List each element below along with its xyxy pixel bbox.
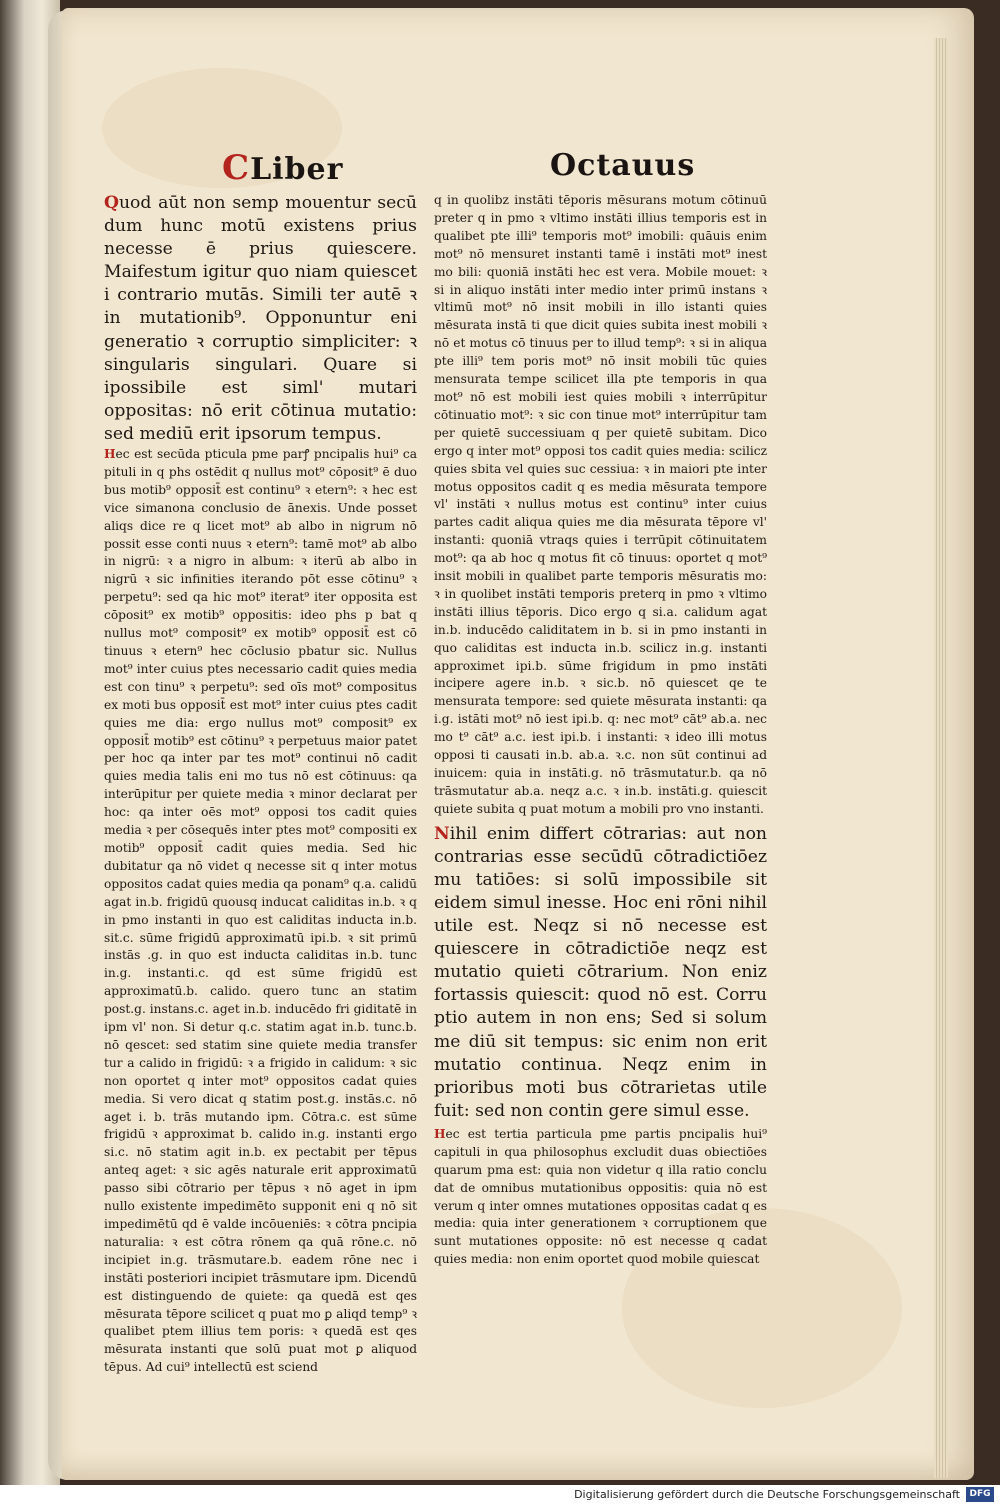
running-head-right: Octauus [550,148,696,183]
dfg-logo: DFG [966,1487,994,1502]
commentary-block: Hec est tertia particula pme partis pncipalis hui⁹ capituli in qua philosophus excludit duas obiectiōes quarum pma est: quia non videtur q illa ratio conclu dat de omnibus mutationibus oppositis: quia nō est verum q inter omnes mutationes oppositas cadat q es media: quia inter generationem ꝛ corruptionem que sunt mutationes opposite: nō est necesse q cadat quies media: non enim oportet quod mobile quiescat [434,1126,767,1267]
commentary-block: q in quolibz instāti tēporis mēsurans motum cōtinuū preter q in pmo ꝛ vltimo instāti illius temporis est in qualibet pte illi⁹ temporis mot⁹ imobili: quāuis enim mot⁹ nō mensuret instanti tamē i instāti mot⁹ inest mo bili: quoniā instāti hec est vera. Mobile mouet: ꝛ si in aliquo instāti inter medio inter primū instans ꝛ vltimū mot⁹ nō insit mobili in illo istanti quies mēsurata instā ti que dicit quies subita inest mobili ꝛ nō et motus cō tinuus per to illud temp⁹: ꝛ si in aliqua pte illi⁹ tem poris mot⁹ nō insit mobili tūc quies mensurata tempe scilicet illa pte temporis in qua mot⁹ nō est mobili iest quies mobili ꝛ interrūpitur cōtinuatio mot⁹: ꝛ sic con tinue mot⁹ interrūpitur tam per quietē successiuam q per quietē subitam. Dico ergo q inter mot⁹ opposi tos cadit quies media: scilicz quies sbita vel quies suc cessiua: ꝛ in maiori pte inter motus oppositos cadit q es media mēsurata tempore vl' instāti ꝛ nullus motus est continu⁹ inter cuius partes cadit aliqua quies me dia mēsurata tēpore vl' instanti: quoniā vtraqs quies i terrūpit cōtinuitatem mot⁹: qa ab hoc q motus fit cō tinuus: oportet q mot⁹ insit mobili in qualibet parte temporis mēsuratis mo: ꝛ in quolibet instāti temporis preterq in pmo ꝛ vltimo instāti illius tēporis. Dico ergo q si.a. calidum agat in.b. inducēdo caliditatem in b. si in pmo instanti in quo caliditas est inducta in.b. scilicz in.g. instanti approximet ipi.b. sūme frigidum in pmo instāti incipere agere in.b. ꝛ sic.b. nō quiescet qe te mensurata tempore: sed quiete mēsurata instanti: qa i.g. istāti mot⁹ nō iest ipi.b. q: nec mot⁹ cāt⁹ ab.a. nec mo t⁹ cāt⁹ a.c. iest ipi.b. i instanti: ꝛ ideo illi motus opposi ti causati in.b. ab.a. ꝛ.c. non sūt continui ad inuicem: quia in instāti.g. nō trāsmutatur.b. qa nō trāsmutatur ab.a. neqz a.c. ꝛ in.b. instāti.g. quiescit quiete subita q puat motum a mobili pro vno instanti. [434,193,767,816]
text-block: Nihil enim differt cōtrarias: aut non contrarias esse secūdū cōtradictiōez mu tatiōes: si solū impossibile sit eidem simul inesse. Hoc eni rōni nihil utile est. Neqz si nō necesse est quiescere in cōtradictiōe neqz est mutatio quieti cōtrarium. Non eniz fortassis quiescit: quod nō est. Corru ptio autem in non ens; Sed si solum me diū sit tempus: sic enim non erit mutatio continua. Neqz enim in prioribus moti bus cōtrarietas utile fuit: sed non contin gere simul esse. [434,823,767,1121]
footer-credit: Digitalisierung gefördert durch die Deutsche Forschungsgemeinschaft [574,1488,960,1501]
left-column [104,192,417,1375]
text-block: Quod aūt non semp mouentur secū dum hunc motū existens prius necesse ē prius quiescere. Maifestum igitur quo niam quiescet i contrario mutās. Simili ter autē ꝛ in mutationib⁹. Opponuntur eni generatio ꝛ corruptio simpliciter: ꝛ singularis singulari. Quare si ipossibile est siml' mutari oppositas: nō erit cōtinua mutatio: sed mediū erit ipsorum tempus. [104,193,417,444]
running-head-left: CLiber [222,148,344,188]
digitization-footer [0,1485,1000,1506]
page-fore-edge [934,38,948,1478]
book-page [62,8,974,1480]
commentary-block: Hec est secūda pticula pme parꝭ pncipalis hui⁹ ca pituli in q phs ostēdit q nullus mot⁹ cōposit⁹ ē duo bus motib⁹ opposit̄ est continu⁹ ꝛ etern⁹: ꝛ hec est vice simanona conclusio de ānexis. Unde posset aliqs dice re q licet mot⁹ ab albo in nigrum nō possit esse conti nuus ꝛ etern⁹: tamē mot⁹ ab albo in nigrū: ꝛ a nigro in album: ꝛ iterū ab albo in nigrū ꝛ sic infinities iterando pōt esse cōtinu⁹ ꝛ perpetu⁹: sed qa hic mot⁹ iterat⁹ iter opposita est cōposit⁹ ex motib⁹ oppositis: ideo phs p bat q nullus mot⁹ composit⁹ ex motib⁹ opposit̄ est cō tinuus ꝛ etern⁹ hec cōclusio pbatur sic. Nullus mot⁹ inter cuius ptes necessario cadit quies media est con tinu⁹ ꝛ perpetu⁹: sed oīs mot⁹ compositus ex moti bus opposit̄ est mot⁹ inter cuius ptes cadit quies me dia: ergo nullus mot⁹ composit⁹ ex opposit̄ motib⁹ est cōtinu⁹ ꝛ perpetuus maior patet per hoc qa inter par tes mot⁹ continui nō cadit quies media talis eni mo tus nō est cōtinuus: qa interūpitur per quiete media ꝛ minor declarat per hoc: qa inter oēs mot⁹ opposi tos cadit quies media ꝛ per cōsequēs inter ptes mot⁹ compositi ex motib⁹ opposit̄ cadit quies media. Sed hic dubitatur qa nō videt q necesse sit q inter motus oppositos cadat quies media qa ponam⁹ q.a. calidū agat in.b. frigidū quousq inducat caliditas in.b. ꝛ q in pmo instanti in quo est caliditas inducta in.b. sit.c. sūme frigidū approximatū ipi.b. ꝛ sit primū instās .g. in quo est inducta caliditas in.b. tunc in.g. instanti.c. qd est sūme frigidū est approximatū.b. calido. quero tunc an statim post.g. instans.c. aget in.b. inducēdo fri giditatē in ipm vl' non. Si detur q.c. statim agat in.b. tunc.b. nō qescet: sed statim sine quiete media transfer tur a calido in frigidū: ꝛ a frigido in calidum: ꝛ sic non oportet q inter mot⁹ oppositos cadat quies media. Si vero dicat q statim post.g. instās.c. nō aget i. b. trās mutando ipm. Cōtra.c. est sūme frigidū ꝛ approximat b. calido in.g. instanti ergo si.c. nō statim agit in.b. ex pectabit per tēpus anteq aget: ꝛ sic agēs naturale erit approximatū passo sibi cōtrario per tēpus ꝛ nō aget in ipm nullo existente impedimēto supponit eni q nō sit impedimētū qd ē valde incōueniēs: ꝛ cōtra pncipia naturalia: ꝛ est cōtra rōnem qa quā rōne.c. nō incipiet in.g. trāsmutare.b. eadem rōne nec i instāti posteriori incipiet trāsmutare ipm. Dicendū est distinguendo de quiete: qa quedā est qes mēsurata tēpore scilicet q puat mo ꝑ aliqd temp⁹ ꝛ qualibet ptem illius tem poris: ꝛ quedā est qes mēsurata instanti que solū puat mot ꝑ aliquod tēpus. Ad cui⁹ intellectū est sciend [104,447,417,1375]
right-column [434,192,767,1267]
